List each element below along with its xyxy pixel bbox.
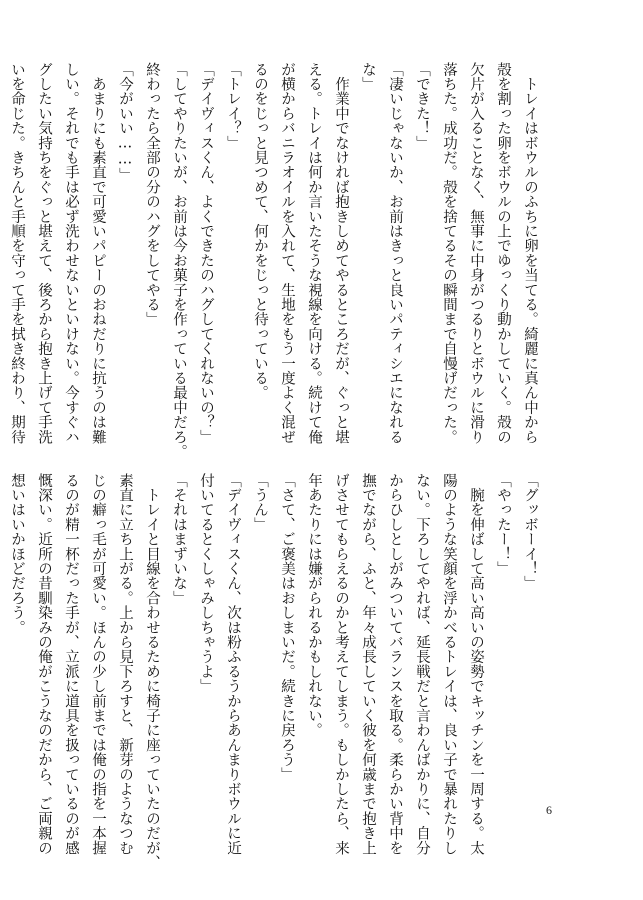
text-line: 素直に立ち上がる。上から見下ろすと、新芽のようなつむ [117,473,133,856]
text-line: 撫でながら、ふと、年々成長していく彼を何歳まで抱き上 [360,473,376,856]
text-line: からひしとしがみついてバランスを取る。柔らかい背中を [387,473,403,856]
text-line: 作業中でなければ抱きしめてやるところだが、ぐっと堪 [333,62,349,445]
text-line: 想いはいかほどだろう。 [9,473,25,635]
text-line: 「うん」 [252,473,268,532]
text-line: 「してやりたいが、お前は今お菓子を作っている最中だろ。 [171,62,187,459]
text-line: 「凄いじゃないか、お前はきっと良いパティシエになれる [387,62,403,445]
text-line: ない。下ろしてやれば、延長戦だと言わんばかりに、自分 [414,473,430,856]
upper-text-block [0,62,543,459]
text-line: トレイと目線を合わせるために椅子に座っていたのだが、 [144,473,160,870]
text-line: るのが精一杯だった手が、立派に道具を扱っているのが感 [63,473,79,856]
text-line: 「それはまずいな」 [171,473,187,606]
text-line: いを命じた。きちんと手順を守って手を拭き終わり、期待 [9,62,25,445]
text-line: 「グッボーイ！」 [522,473,538,591]
text-line: える。トレイは何か言いたそうな視線を向ける。続けて俺 [306,62,322,445]
page-number: 6 [546,803,552,817]
text-line: 殻を割った卵をボウルの上でゆっくり動かしていく。殻の [495,62,511,445]
text-line: が横からバニラオイルを入れて、生地をもう一度よく混ぜ [279,62,295,445]
text-line: 「できた！」 [414,62,430,151]
text-line: 陽のような笑顔を浮かべるトレイは、良い子で暴れたりし [441,473,457,856]
text-line [0,473,3,833]
text-line: 「デイヴィスくん、次は粉ふるうからあんまりボウルに近 [225,473,241,856]
text-line: 「やったー！」 [495,473,511,576]
text-line: 付いてるとくしゃみしちゃうよ」 [198,473,214,694]
text-line: 欠片が入ることなく、無事に中身がつるりとボウルに滑り [468,62,484,445]
text-line: るのをじっと見つめて、何かをじっと待っている。 [252,62,268,401]
lower-text-block [0,473,543,870]
text-line: 「デイヴィスくん、よくできたのハグしてくれないの？」 [198,62,214,445]
text-line: 「トレイ？」 [225,62,241,151]
text-line: 年あたりには嫌がられるかもしれない。 [306,473,322,738]
text-line: 「さて、ご褒美はおしまいだ。続きに戻ろう」 [279,473,295,782]
text-line: グしたい気持ちをぐっと堪えて、後ろから抱き上げて手洗 [36,62,52,445]
text-line: トレイはボウルのふちに卵を当てる。綺麗に真ん中から [522,62,538,445]
text-line: な」 [360,62,376,92]
text-line: 終わったら全部の分のハグをしてやる」 [144,62,160,327]
text-line: じの癖っ毛が可愛い。ほんの少し前までは俺の指を一本握 [90,473,106,856]
text-line: 落ちた。成功だ。殻を捨てるその瞬間まで自慢げだった。 [441,62,457,445]
text-line: しい。それでも手は必ず洗わせないといけない。今すぐハ [63,62,79,445]
text-line: 「今がいい……」 [117,62,133,183]
text-line: げさせてもらえるのかと考えてしまう。もしかしたら、来 [333,473,349,856]
text-line: 腕を伸ばして高い高いの姿勢でキッチンを一周する。太 [468,473,484,856]
text-line: 慨深い。近所の昔馴染みの俺がこうなのだから、ご両親の [36,473,52,856]
text-line: あまりにも素直で可愛いパピーのおねだりに抗うのは難 [90,62,106,445]
